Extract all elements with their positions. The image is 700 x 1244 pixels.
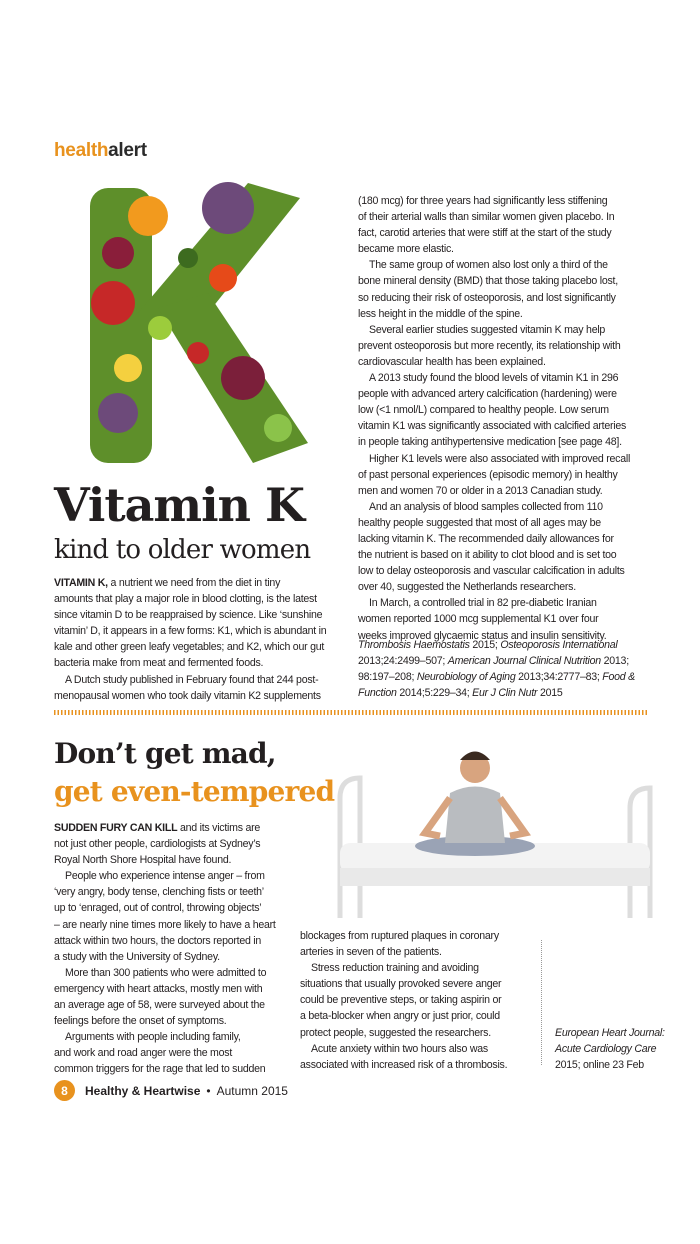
text-line: low (<1 nmol/L) compared to healthy people. Low serum xyxy=(358,404,609,417)
issue-label: Autumn 2015 xyxy=(216,1083,288,1098)
text-line: Several earlier studies suggested vitamin K may help xyxy=(369,323,606,336)
text-line: amounts that play a major role in blood clotting, is the latest xyxy=(54,593,317,606)
text-line: Arguments with people including family, xyxy=(65,1031,241,1044)
text-line: became more elastic. xyxy=(358,243,454,256)
text-line: prevent osteoporosis but more recently, its relationship with xyxy=(358,339,621,352)
article2-left-column xyxy=(54,820,276,1078)
text-line: of their arterial walls than similar women given placebo. In xyxy=(358,211,615,224)
text-line: arteries in seven of the patients. xyxy=(300,946,442,959)
text-line: – are nearly nine times more likely to have a heart xyxy=(54,918,276,931)
text-line: VITAMIN K, a nutrient we need from the diet in tiny xyxy=(54,577,281,589)
text-line: low to delay osteoporosis and vascular calcification in adults xyxy=(358,565,625,578)
text-line: kale and other green leafy vegetables; and K2, which our gut xyxy=(54,641,325,654)
text-line: a study with the University of Sydney. xyxy=(54,950,220,963)
article2-title-line1: Don’t get mad, xyxy=(54,737,276,770)
text-line: SUDDEN FURY CAN KILL and its victims are xyxy=(54,822,261,834)
text-line: Thrombosis Haemostatis 2015; Osteoporosis International xyxy=(358,639,618,651)
article-subtitle: kind to older women xyxy=(54,535,311,565)
text-line: blockages from ruptured plaques in coronary xyxy=(300,930,499,942)
text-line: common triggers for the rage that led to sudden xyxy=(54,1063,266,1076)
page-footer xyxy=(54,1080,288,1101)
text-line: since vitamin D to be reappraised by science. Like ‘sunshine xyxy=(54,609,323,622)
meditating-man-on-bed-image xyxy=(300,718,665,928)
text-line: 98:197–208; Neurobiology of Aging 2013;34:2777–83; Food & xyxy=(358,671,635,684)
footer-separator: • xyxy=(206,1083,211,1098)
text-line: an average age of 58, were surveyed about the xyxy=(54,999,265,1012)
text-line: situations that usually provoked severe anger xyxy=(300,978,502,991)
text-line: Acute anxiety within two hours also was xyxy=(311,1042,488,1055)
text-line: Higher K1 levels were also associated with improved recall xyxy=(369,452,631,465)
text-line: Function 2014;5:229–34; Eur J Clin Nutr 2015 xyxy=(358,687,563,700)
text-line: In March, a controlled trial in 82 pre-diabetic Iranian xyxy=(369,597,597,610)
text-line: (180 mcg) for three years had significantly less stiffening xyxy=(358,195,608,207)
column-rule xyxy=(541,940,542,1065)
text-line: in people taking antihypertensive medication [see page 48]. xyxy=(358,436,622,449)
text-line: 2013;24:2499–507; American Journal Clinical Nutrition 2013; xyxy=(358,655,629,668)
text-line: cardiovascular health has been explained. xyxy=(358,355,546,368)
article2-title-line2: get even-tempered xyxy=(54,775,335,808)
text-line: And an analysis of blood samples collected from 110 xyxy=(369,500,603,513)
section-header xyxy=(54,140,147,162)
text-line: protect people, suggested the researchers. xyxy=(300,1026,491,1039)
text-line: attack within two hours, the doctors reported in xyxy=(54,934,262,947)
text-line: ‘very angry, body tense, clenching fists or teeth’ xyxy=(54,886,264,899)
article1-left-column xyxy=(54,575,326,704)
text-line: and work and road anger were the most xyxy=(54,1047,233,1060)
text-line: lacking vitamin K. The recommended daily allowances for xyxy=(358,532,614,545)
section-label-health: health xyxy=(54,140,109,161)
text-line: The same group of women also lost only a third of the xyxy=(369,259,608,272)
lead-in: SUDDEN FURY CAN KILL xyxy=(54,822,178,834)
text-line: menopausal women who took daily vitamin K2 supplements xyxy=(54,689,321,702)
text-line: weeks improved glycaemic status and insulin sensitivity. xyxy=(358,629,607,642)
text-line: emergency with heart attacks, mostly men with xyxy=(54,982,263,995)
text-line: a beta-blocker when angry or just prior, could xyxy=(300,1010,500,1023)
text-line: Stress reduction training and avoiding xyxy=(311,962,479,975)
text-line: A Dutch study published in February found that 244 post- xyxy=(65,673,319,686)
text-line: More than 300 patients who were admitted to xyxy=(65,966,267,979)
vitamin-k-vegetables-image xyxy=(78,178,313,473)
text-line: feelings before the onset of symptoms. xyxy=(54,1015,227,1028)
text-line: European Heart Journal: xyxy=(555,1027,665,1039)
text-line: not just other people, cardiologists at Sydney’s xyxy=(54,838,261,851)
text-line: People who experience intense anger – from xyxy=(65,870,265,883)
page-number: 8 xyxy=(54,1080,75,1101)
text-line: women reported 1000 mcg supplemental K1 over four xyxy=(358,613,599,626)
text-line: people with advanced artery calcification (hardening) were xyxy=(358,388,617,401)
text-line: A 2013 study found the blood levels of vitamin K1 in 296 xyxy=(369,372,619,385)
text-line: so reducing their risk of osteoporosis, and lost significantly xyxy=(358,291,616,304)
text-line: of past personal experiences (episodic memory) in healthy xyxy=(358,468,618,481)
text-line: less height in the middle of the spine. xyxy=(358,307,523,320)
text-line: men and women 70 or older in a 2013 Canadian study. xyxy=(358,484,603,497)
text-line: vitamin K1 was significantly associated with calcified arteries xyxy=(358,420,627,433)
article-title: Vitamin K xyxy=(54,478,304,532)
text-line: associated with increased risk of a thrombosis. xyxy=(300,1058,508,1071)
text-line: bone mineral density (BMD) that those taking placebo lost, xyxy=(358,275,618,288)
text-line: up to ‘enraged, out of control, throwing objects’ xyxy=(54,902,262,915)
text-line: Royal North Shore Hospital have found. xyxy=(54,854,232,867)
article2-citation xyxy=(555,1025,665,1073)
text-line: over 40, suggested the Netherlands researchers. xyxy=(358,581,576,594)
section-divider xyxy=(54,710,648,715)
publication-name: Healthy & Heartwise xyxy=(85,1083,201,1098)
text-line: Acute Cardiology Care xyxy=(555,1043,657,1056)
text-line: bacteria make from meat and fermented foods. xyxy=(54,657,264,670)
section-label-alert: alert xyxy=(108,140,147,161)
text-line: the nutrient is based on it ability to clot blood and is set too xyxy=(358,549,617,562)
text-line: healthy people suggested that most of all ages may be xyxy=(358,516,601,529)
text-line: vitamin’ D, it appears in a few forms: K1, which is abundant in xyxy=(54,625,327,638)
article1-right-column xyxy=(358,193,630,644)
article1-references xyxy=(358,637,635,701)
text-line: could be preventive steps, or taking aspirin or xyxy=(300,994,502,1007)
lead-in: VITAMIN K, xyxy=(54,577,108,589)
article2-middle-column xyxy=(300,928,507,1073)
text-line: 2015; online 23 Feb xyxy=(555,1059,644,1072)
text-line: fact, carotid arteries that were stiff at the start of the study xyxy=(358,227,612,240)
